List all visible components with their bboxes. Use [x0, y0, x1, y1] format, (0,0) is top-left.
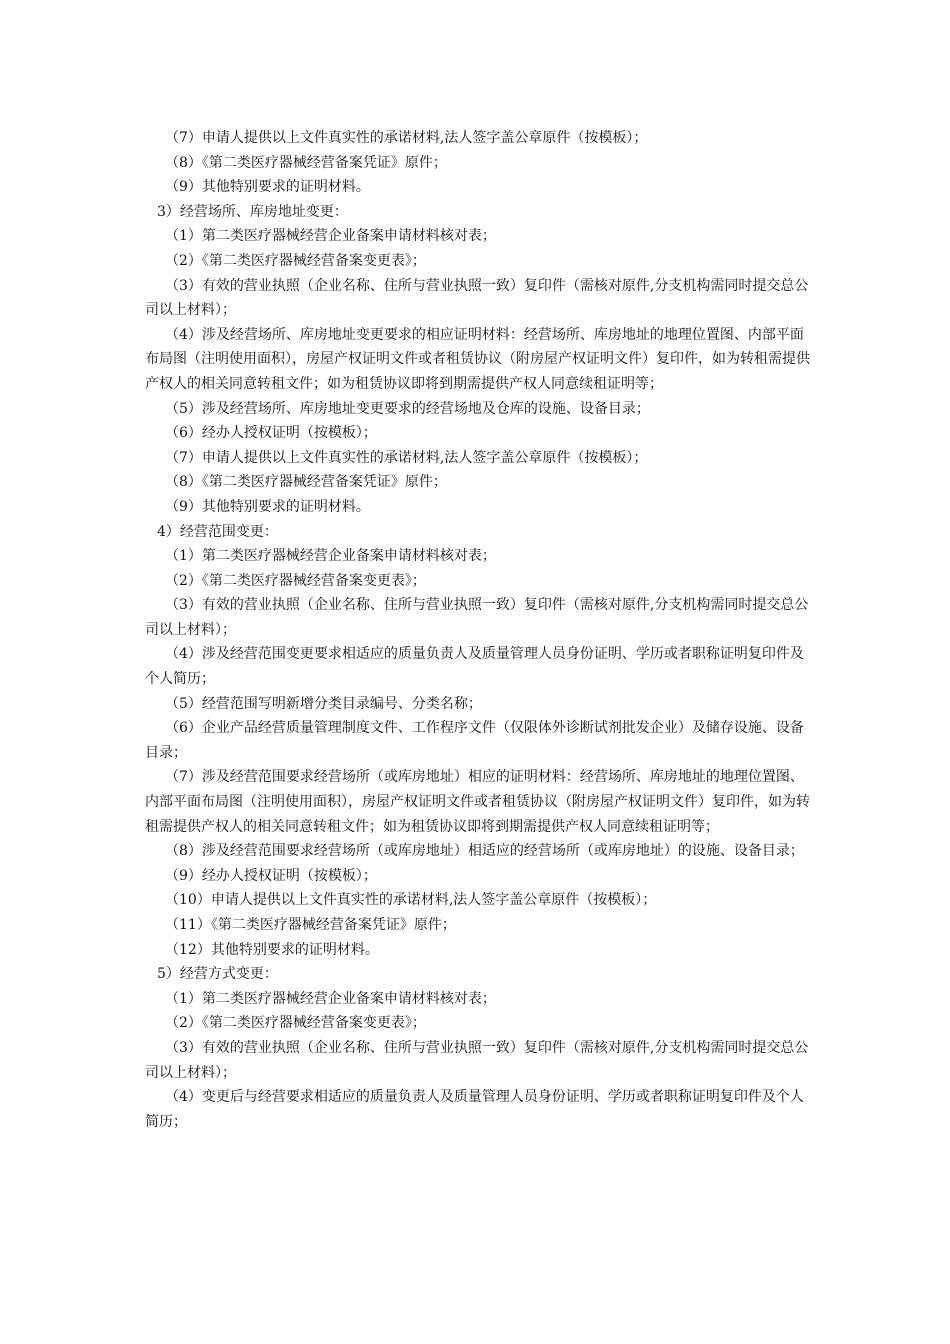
document-body — [145, 126, 815, 1134]
list-item: （3）有效的营业执照（企业名称、住所与营业执照一致）复印件（需核对原件,分支机构需同时提交总公司以上材料）； — [145, 277, 809, 319]
list-item: （6）经办人授权证明（按模板）； — [165, 425, 377, 442]
list-item: （2）《第二类医疗器械经营备案变更表》； — [165, 572, 426, 589]
list-item: （11）《第二类医疗器械经营备案凭证》原件； — [165, 917, 456, 933]
list-item: （9）其他特别要求的证明材料。 — [165, 498, 370, 515]
list-item: （5）经营范围写明新增分类目录编号、分类名称； — [165, 695, 482, 712]
list-item: （2）《第二类医疗器械经营备案变更表》； — [165, 252, 426, 269]
list-item: （9）经办人授权证明（按模板）； — [165, 867, 377, 884]
list-item: （10）申请人提供以上文件真实性的承诺材料,法人签字盖公章原件（按模板）； — [165, 892, 657, 909]
list-item: （5）涉及经营场所、库房地址变更要求的经营场地及仓库的设施、设备目录； — [165, 400, 650, 417]
list-item: （4）涉及经营范围变更要求相适应的质量负责人及质量管理人员身份证明、学历或者职称证明复印件及个人简历； — [145, 646, 804, 688]
list-item: （1）第二类医疗器械经营企业备案申请材料核对表； — [165, 990, 496, 1007]
list-item: （3）有效的营业执照（企业名称、住所与营业执照一致）复印件（需核对原件,分支机构需同时提交总公司以上材料）； — [145, 1039, 809, 1081]
list-item: （12）其他特别要求的证明材料。 — [165, 941, 379, 958]
list-item: （8）《第二类医疗器械经营备案凭证》原件； — [165, 474, 447, 491]
list-item: （4）涉及经营场所、库房地址变更要求的相应证明材料：经营场所、库房地址的地理位置图、内部平面布局图（注明使用面积），房屋产权证明文件或者租赁协议（附房屋产权证明文件）复印件，如为转租需提供产权人的相关同意转租文件；如为租赁协议即将到期需提供产权人同意续租证明等； — [145, 326, 810, 392]
list-item: （2）《第二类医疗器械经营备案变更表》； — [165, 1015, 426, 1032]
list-item: （8）《第二类医疗器械经营备案凭证》原件； — [165, 154, 447, 171]
section-heading: 3）经营场所、库房地址变更： — [157, 203, 348, 220]
list-item: （1）第二类医疗器械经营企业备案申请材料核对表； — [165, 228, 496, 245]
list-item: （6）企业产品经营质量管理制度文件、工作程序文件（仅限体外诊断试剂批发企业）及储存设施、设备目录； — [145, 720, 804, 761]
list-item: （7）涉及经营范围要求经营场所（或库房地址）相应的证明材料：经营场所、库房地址的地理位置图、内部平面布局图（注明使用面积），房屋产权证明文件或者租赁协议（附房屋产权证明文件）复印件，如为转租需提供产权人的相关同意转租文件；如为租赁协议即将到期需提供产权人同意续租证明等； — [145, 769, 810, 835]
list-item: （3）有效的营业执照（企业名称、住所与营业执照一致）复印件（需核对原件,分支机构需同时提交总公司以上材料）； — [145, 597, 809, 638]
list-item: （9）其他特别要求的证明材料。 — [165, 179, 370, 196]
list-item: （7）申请人提供以上文件真实性的承诺材料,法人签字盖公章原件（按模板）； — [165, 449, 648, 466]
list-item: （7）申请人提供以上文件真实性的承诺材料,法人签字盖公章原件（按模板）； — [165, 130, 648, 146]
list-item: （4）变更后与经营要求相适应的质量负责人及质量管理人员身份证明、学历或者职称证明复印件及个人简历； — [145, 1089, 804, 1130]
section-heading: 5）经营方式变更： — [157, 966, 278, 983]
list-item: （1）第二类医疗器械经营企业备案申请材料核对表； — [165, 548, 496, 565]
list-item: （8）涉及经营范围要求经营场所（或库房地址）相适应的经营场所（或库房地址）的设施、设备目录； — [165, 843, 804, 860]
section-heading: 4）经营范围变更： — [157, 523, 278, 540]
